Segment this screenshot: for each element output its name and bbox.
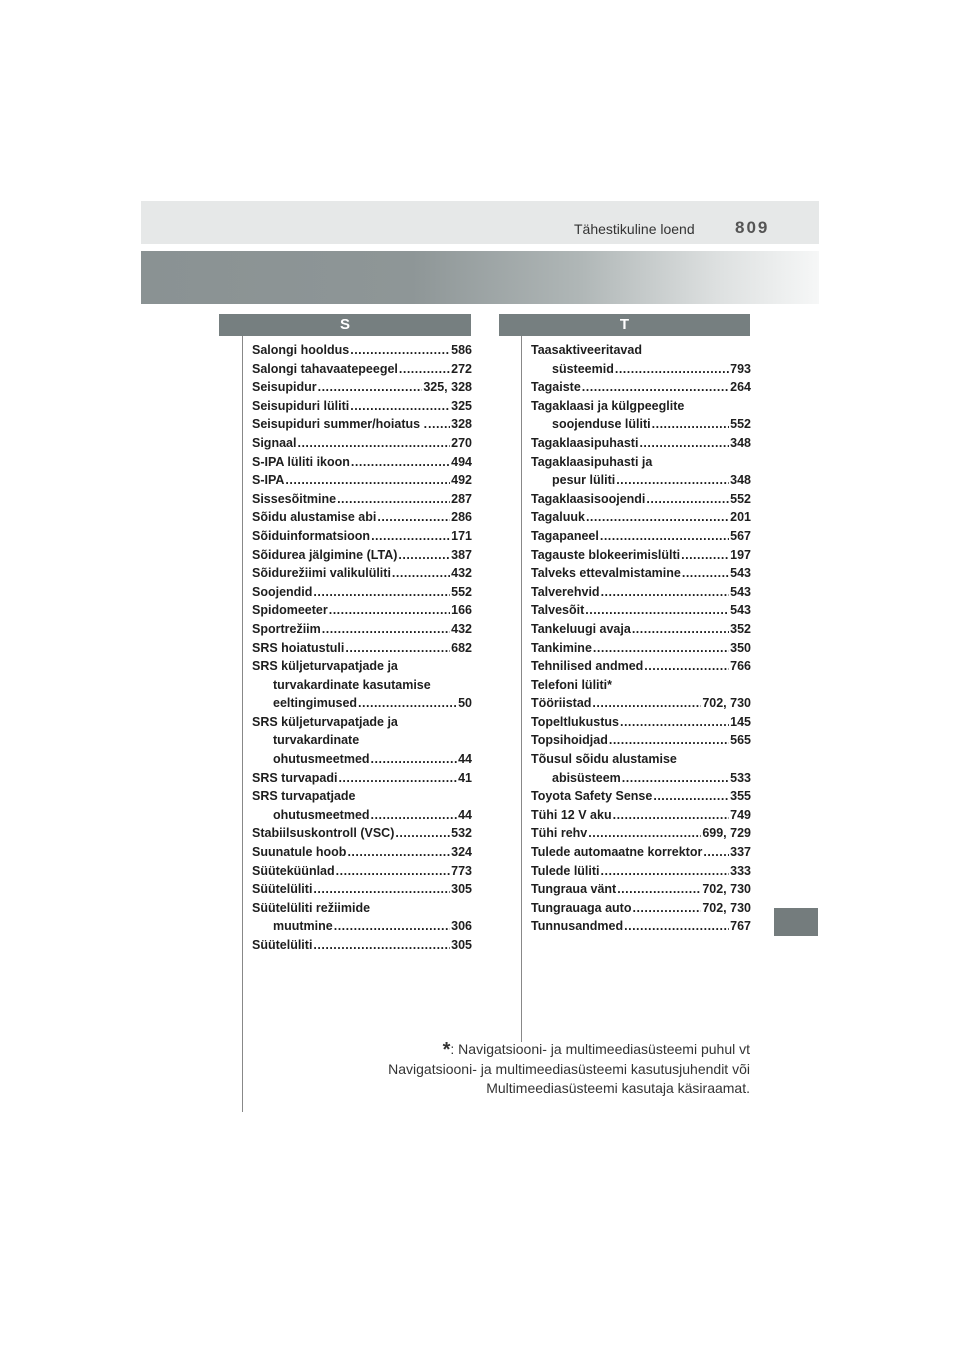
- leader-dots: [682, 564, 729, 583]
- entry-page: 324: [451, 845, 472, 860]
- index-entry: [252, 397, 472, 416]
- entry-text: Tagaiste: [531, 380, 581, 395]
- entry-page: 387: [451, 547, 472, 562]
- index-entry: [252, 620, 472, 639]
- entry-text: abisüsteem: [552, 770, 621, 785]
- index-entry: [531, 378, 751, 397]
- index-entry: [252, 862, 472, 881]
- leader-dots: [620, 713, 729, 732]
- leader-dots: [652, 415, 730, 434]
- leader-dots: [313, 936, 450, 955]
- index-entry: [252, 824, 472, 843]
- entry-text: pesur lüliti: [552, 473, 616, 488]
- entry-page: 325, 328: [423, 380, 472, 395]
- leader-dots: [347, 843, 450, 862]
- footnote-marker: *: [442, 1039, 451, 1061]
- entry-text: Tulede lüliti: [531, 863, 600, 878]
- entry-text: Salongi tahavaatepeegel: [252, 361, 398, 376]
- entry-text: Tankeluugi avaja: [531, 621, 631, 636]
- entry-page: 50: [458, 696, 472, 711]
- index-entry: [531, 527, 751, 546]
- leader-dots: [395, 824, 450, 843]
- index-entry: [252, 583, 472, 602]
- leader-dots: [334, 917, 450, 936]
- entry-text: Telefoni lüliti*: [531, 677, 613, 692]
- leader-dots: [337, 490, 450, 509]
- entry-page: 565: [730, 733, 751, 748]
- leader-dots: [601, 583, 730, 602]
- entry-text-line: Taasaktiveeritavad: [531, 343, 642, 357]
- entry-text: Talveks ettevalmistamine: [531, 566, 681, 581]
- leader-dots: [639, 434, 729, 453]
- entry-text: eeltingimused: [273, 696, 358, 711]
- index-entry: [531, 899, 751, 918]
- entry-page: 682: [451, 640, 472, 655]
- entry-text: Signaal: [252, 435, 297, 450]
- entry-page: 552: [730, 417, 751, 432]
- index-entry: [252, 415, 472, 434]
- entry-page: 328: [451, 417, 472, 432]
- entry-text: S-IPA: [252, 473, 285, 488]
- index-entry: [531, 583, 751, 602]
- entry-page: 773: [451, 863, 472, 878]
- index-list-t: [531, 341, 751, 936]
- entry-page: 699, 729: [702, 826, 751, 841]
- entry-page: 44: [458, 752, 472, 767]
- entry-text: Suunatule hoob: [252, 845, 347, 860]
- index-entry: [531, 713, 751, 732]
- entry-text: Sportrežiim: [252, 621, 321, 636]
- leader-dots: [601, 862, 730, 881]
- leader-dots: [703, 843, 729, 862]
- entry-text: Sissesõitmine: [252, 491, 337, 506]
- index-entry: [531, 750, 751, 787]
- entry-text-line: turvakardinate: [273, 733, 360, 748]
- entry-page: 552: [730, 491, 751, 506]
- entry-text: Talverehvid: [531, 584, 600, 599]
- leader-dots: [600, 527, 729, 546]
- leader-dots: [681, 546, 729, 565]
- index-entry: [531, 434, 751, 453]
- leader-dots: [588, 824, 701, 843]
- entry-page: 272: [451, 361, 472, 376]
- index-entry: [252, 490, 472, 509]
- index-entry: [252, 434, 472, 453]
- entry-page: 306: [451, 919, 472, 934]
- index-entry: [531, 508, 751, 527]
- index-entry: [531, 620, 751, 639]
- leader-dots: [593, 639, 729, 658]
- leader-dots: [585, 601, 729, 620]
- entry-page: 44: [458, 807, 472, 822]
- entry-text-line: SRS turvapatjade: [252, 789, 356, 804]
- entry-page: 355: [730, 789, 751, 804]
- leader-dots: [358, 694, 457, 713]
- leader-dots: [329, 601, 450, 620]
- entry-text: Tankimine: [531, 640, 592, 655]
- entry-text-line: Tõusul sõidu alustamise: [531, 752, 677, 767]
- entry-page: 494: [451, 454, 472, 469]
- entry-text: Tagapaneel: [531, 528, 599, 543]
- leader-dots: [371, 750, 458, 769]
- section-header-s: S: [219, 314, 471, 336]
- index-entry: [252, 471, 472, 490]
- entry-page: 702, 730: [702, 882, 751, 897]
- index-entry: [531, 843, 751, 862]
- entry-text: Sõiduinformatsioon: [252, 528, 371, 543]
- leader-dots: [428, 415, 450, 434]
- entry-text: Seisupidur: [252, 380, 317, 395]
- entry-text: Tühi rehv: [531, 826, 588, 841]
- entry-page: 333: [730, 863, 751, 878]
- leader-dots: [582, 378, 729, 397]
- footnote-line-2: Navigatsiooni- ja multimeediasüsteemi kasutusjuhendit või: [388, 1061, 750, 1077]
- entry-text: Tühi 12 V aku: [531, 807, 612, 822]
- entry-page: 41: [458, 770, 472, 785]
- entry-page: 201: [730, 510, 751, 525]
- entry-text: Tagauste blokeerimislülti: [531, 547, 681, 562]
- entry-text: Süüteküünlad: [252, 863, 335, 878]
- column-divider-left: [242, 336, 243, 1112]
- index-entry: [252, 341, 472, 360]
- leader-dots: [615, 360, 729, 379]
- entry-page: 166: [451, 603, 472, 618]
- leader-dots: [313, 583, 450, 602]
- entry-text-line: SRS küljeturvapatjade ja: [252, 659, 398, 674]
- index-entry: [531, 824, 751, 843]
- entry-text-line: Süütelüliti režiimide: [252, 900, 371, 915]
- entry-text: Tööriistad: [531, 696, 592, 711]
- index-entry: [531, 862, 751, 881]
- footnote-line-3: Multimeediasüsteemi kasutaja käsiraamat.: [486, 1080, 750, 1096]
- entry-text: Sõidu alustamise abi: [252, 510, 377, 525]
- index-entry: [252, 713, 472, 769]
- index-list-s: [252, 341, 472, 955]
- index-entry: [531, 546, 751, 565]
- leader-dots: [336, 862, 450, 881]
- entry-page: 586: [451, 343, 472, 357]
- entry-page: 350: [730, 640, 751, 655]
- column-divider-middle: [521, 336, 522, 1042]
- entry-page: 171: [451, 528, 472, 543]
- index-entry: [252, 899, 472, 936]
- leader-dots: [351, 453, 450, 472]
- entry-text: Tulede automaatne korrektor: [531, 845, 703, 860]
- entry-text-line: turvakardinate kasutamise: [273, 677, 431, 692]
- index-entry: [252, 880, 472, 899]
- leader-dots: [399, 360, 450, 379]
- leader-dots: [398, 546, 450, 565]
- entry-page: 286: [451, 510, 472, 525]
- entry-text: Topsihoidjad: [531, 733, 608, 748]
- leader-dots: [338, 769, 457, 788]
- entry-page: 766: [730, 659, 751, 674]
- index-entry: [252, 564, 472, 583]
- entry-text: Tagaklaasisoojendi: [531, 491, 646, 506]
- leader-dots: [616, 471, 729, 490]
- entry-page: 567: [730, 528, 751, 543]
- entry-text: soojenduse lüliti: [552, 417, 651, 432]
- entry-text: Tungrauaga auto: [531, 900, 632, 915]
- entry-text: Soojendid: [252, 584, 313, 599]
- index-entry: [252, 527, 472, 546]
- leader-dots: [586, 508, 729, 527]
- decorative-band: [141, 251, 819, 304]
- entry-page: 552: [451, 584, 472, 599]
- entry-text: Tehnilised andmed: [531, 659, 644, 674]
- leader-dots: [297, 434, 450, 453]
- entry-text: muutmine: [273, 919, 333, 934]
- leader-dots: [644, 657, 729, 676]
- index-entry: [252, 657, 472, 713]
- index-entry: [531, 787, 751, 806]
- index-entry: [531, 657, 751, 676]
- entry-text-line: Tagaklaasipuhasti ja: [531, 454, 653, 469]
- section-header-t: T: [499, 314, 750, 336]
- leader-dots: [313, 880, 450, 899]
- index-entry: [531, 490, 751, 509]
- entry-page: 432: [451, 621, 472, 636]
- entry-page: 270: [451, 435, 472, 450]
- index-entry: [252, 639, 472, 658]
- index-entry: [252, 936, 472, 955]
- entry-page: 197: [730, 547, 751, 562]
- entry-page: 352: [730, 621, 751, 636]
- index-entry: [531, 806, 751, 825]
- index-entry: [531, 917, 751, 936]
- index-entry: [531, 676, 751, 695]
- entry-page: 543: [730, 603, 751, 618]
- index-entry: [252, 546, 472, 565]
- index-entry: [252, 843, 472, 862]
- leader-dots: [285, 471, 450, 490]
- entry-page: 767: [730, 919, 751, 934]
- entry-page: 305: [451, 882, 472, 897]
- index-entry: [531, 564, 751, 583]
- index-entry: [531, 694, 751, 713]
- index-entry: [252, 378, 472, 397]
- entry-text: ohutusmeetmed: [273, 807, 370, 822]
- entry-page: 325: [451, 398, 472, 413]
- entry-page: 492: [451, 473, 472, 488]
- entry-text: Tagaklaasipuhasti: [531, 435, 639, 450]
- entry-text-line: Tagaklaasi ja külgpeeglite: [531, 398, 685, 413]
- entry-text: Tungraua vänt: [531, 882, 617, 897]
- leader-dots: [350, 341, 450, 360]
- entry-page: 264: [730, 380, 751, 395]
- entry-text: SRS hoiatustuli: [252, 640, 345, 655]
- page-title: Tähestikuline loend: [574, 221, 695, 237]
- entry-text: S-IPA lüliti ikoon: [252, 454, 350, 469]
- entry-page: 532: [451, 826, 472, 841]
- entry-page: 543: [730, 584, 751, 599]
- leader-dots: [622, 769, 729, 788]
- leader-dots: [624, 917, 729, 936]
- index-entry: [531, 639, 751, 658]
- leader-dots: [609, 731, 729, 750]
- entry-page: 533: [730, 770, 751, 785]
- footnote: [330, 1040, 750, 1098]
- leader-dots: [646, 490, 729, 509]
- entry-page: 749: [730, 807, 751, 822]
- entry-page: 287: [451, 491, 472, 506]
- entry-page: 702, 730: [702, 900, 751, 915]
- entry-text: Topeltlukustus: [531, 714, 619, 729]
- entry-text: Stabiilsuskontroll (VSC): [252, 826, 395, 841]
- entry-text-line: SRS küljeturvapatjade ja: [252, 714, 398, 729]
- index-entry: [531, 397, 751, 434]
- entry-page: 432: [451, 566, 472, 581]
- entry-page: 793: [730, 361, 751, 376]
- entry-text: Sõidurežiimi valikulüliti: [252, 566, 391, 581]
- entry-text: Seisupiduri lüliti: [252, 398, 350, 413]
- index-entry: [252, 601, 472, 620]
- entry-text: SRS turvapadi: [252, 770, 338, 785]
- leader-dots: [392, 564, 450, 583]
- leader-dots: [592, 694, 701, 713]
- entry-page: 305: [451, 938, 472, 952]
- leader-dots: [350, 397, 450, 416]
- entry-text: Spidomeeter: [252, 603, 328, 618]
- entry-page: 337: [730, 845, 751, 860]
- entry-page: 348: [730, 473, 751, 488]
- index-entry: [252, 508, 472, 527]
- index-entry: [531, 731, 751, 750]
- entry-page: 348: [730, 435, 751, 450]
- entry-text: Süütelüliti: [252, 882, 313, 897]
- page-number: 809: [735, 218, 770, 237]
- leader-dots: [371, 806, 458, 825]
- entry-page: 702, 730: [702, 696, 751, 711]
- entry-text: Salongi hooldus: [252, 343, 350, 357]
- header-band: [141, 201, 819, 244]
- entry-text: Tunnusandmed: [531, 919, 624, 934]
- leader-dots: [377, 508, 450, 527]
- entry-text: Seisupiduri summer/hoiatus .: [252, 417, 428, 432]
- leader-dots: [322, 620, 450, 639]
- leader-dots: [617, 880, 701, 899]
- leader-dots: [613, 806, 730, 825]
- entry-text: süsteemid: [552, 361, 614, 376]
- entry-text: Sõidurea jälgimine (LTA): [252, 547, 398, 562]
- entry-page: 543: [730, 566, 751, 581]
- index-entry: [531, 880, 751, 899]
- footnote-line-1: *: Navigatsiooni- ja multimeediasüsteemi puhul vt: [442, 1039, 750, 1061]
- entry-text: ohutusmeetmed: [273, 752, 370, 767]
- leader-dots: [632, 620, 729, 639]
- leader-dots: [653, 787, 729, 806]
- leader-dots: [318, 378, 423, 397]
- index-entry: [252, 453, 472, 472]
- leader-dots: [345, 639, 450, 658]
- entry-text: Toyota Safety Sense: [531, 789, 653, 804]
- leader-dots: [632, 899, 701, 918]
- index-entry: [252, 769, 472, 788]
- index-entry: [531, 341, 751, 378]
- index-entry: [252, 787, 472, 824]
- index-tab-marker: [774, 908, 818, 936]
- entry-text: Talvesõit: [531, 603, 585, 618]
- entry-page: 145: [730, 714, 751, 729]
- leader-dots: [371, 527, 450, 546]
- entry-text: Tagaluuk: [531, 510, 585, 525]
- entry-text: Süütelüliti: [252, 938, 313, 952]
- index-entry: [531, 601, 751, 620]
- index-entry: [252, 360, 472, 379]
- index-entry: [531, 453, 751, 490]
